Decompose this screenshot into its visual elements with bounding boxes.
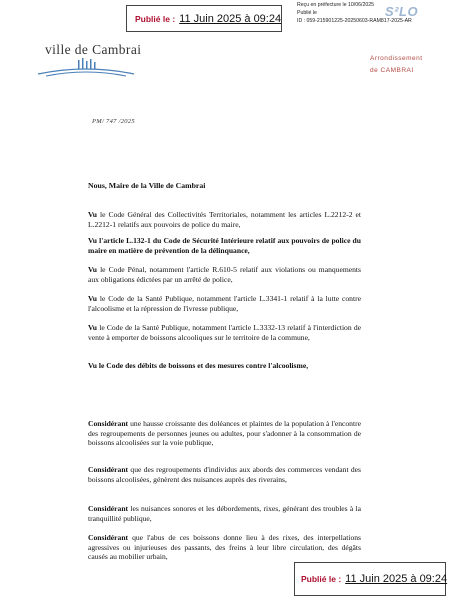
paragraph-considerant-2 [88,465,361,484]
paragraph-keyword: Vu [88,210,98,219]
paragraph-text: que l'abus de ces boissons donne lieu à des rixes, des interpellations agressives ou injurieuses des passants, des freins à leur libre circulation, des dégâts causés au mobilier urbain, [88,533,361,561]
receipt-line-3: ID : 059-215901225-20250603-RAM817-2025-AR [297,18,412,24]
prefecture-receipt [297,1,447,31]
paragraph-text: une hausse croissante des doléances et plaintes de la population à l'encontre des regroupements de personnes jeunes ou adultes, pour s'adonner à la consommation de boissons alcoolisées sur la voie publique, [88,419,361,447]
publication-stamp-top [126,5,282,32]
paragraph-vu-3 [88,265,361,284]
arrondissement-line-2: de CAMBRAI [370,67,414,74]
paragraph-keyword: Considérant [88,419,129,428]
stamp-label: Publié le : [301,574,342,584]
arrondissement-line-1: Arrondissement [370,55,423,62]
stamp-date: 11 Juin 2025 à 09:24 [345,573,448,585]
city-logo-mark [36,56,136,78]
paragraph-keyword: Vu [88,236,98,245]
paragraph-text: le Code des débits de boissons et des mesures contre l'alcoolisme, [97,361,309,370]
city-logo-text: ville de Cambrai [45,42,142,57]
paragraph-considerant-3 [88,504,361,523]
paragraph-considerant-4 [88,533,361,562]
paragraph-keyword: Considérant [88,533,129,542]
paragraph-text: le Code Pénal, notamment l'article R.610-5 relatif aux violations ou manquements aux obligations édictées par un arrêté de police, [88,265,361,284]
arrondissement-label [370,53,423,77]
stamp-date: 11 Juin 2025 à 09:24 [179,12,282,25]
paragraph-keyword: Considérant [88,465,129,474]
stamp-label: Publié le : [135,13,176,24]
reference-number: PM/ 747 /2025 [92,118,135,125]
paragraph-keyword: Vu [88,361,98,370]
paragraph-text: le Code de la Santé Publique, notamment l'article L.3341-1 relatif à la lutte contre l'alcoolisme et la répression de l'ivresse publique, [88,294,361,313]
slo-logo: S²LO [385,4,419,19]
paragraph-text: le Code Général des Collectivités Territoriales, notamment les articles L.2212-2 et L.2212-1 relatifs aux pouvoirs de police du maire, [88,210,361,229]
receipt-line-1: Reçu en préfecture le 10/06/2025 [297,2,375,8]
paragraph-text: l'article L.132-1 du Code de Sécurité Intérieure relatif aux pouvoirs de police du maire en matière de prévention de la délinquance, [88,236,361,255]
paragraph-text: les nuisances sonores et les débordements, rixes, générant des troubles à la tranquillité publique, [88,504,361,523]
publication-stamp-bottom [294,562,446,596]
paragraph-vu-1 [88,210,361,229]
paragraph-vu-5 [88,323,361,342]
paragraph-keyword: Vu [88,265,98,274]
paragraph-keyword: Vu [88,294,98,303]
paragraph-considerant-1 [88,419,361,448]
receipt-line-2: Publié le [297,10,317,16]
paragraph-keyword: Considérant [88,504,129,513]
decree-heading: Nous, Maire de la Ville de Cambrai [88,181,206,190]
paragraph-vu-2 [88,236,361,255]
paragraph-text: que des regroupements d'individus aux abords des commerces vendant des boissons alcoolisées, génèrent des nuisances auprès des riverains, [88,465,361,484]
paragraph-keyword: Vu [88,323,98,332]
paragraph-vu-6 [88,361,361,371]
paragraph-vu-4 [88,294,361,313]
paragraph-text: le Code de la Santé Publique, notamment l'article L.3332-13 relatif à l'interdiction de vente à emporter de boissons alcooliques sur le territoire de la commune, [88,323,361,342]
